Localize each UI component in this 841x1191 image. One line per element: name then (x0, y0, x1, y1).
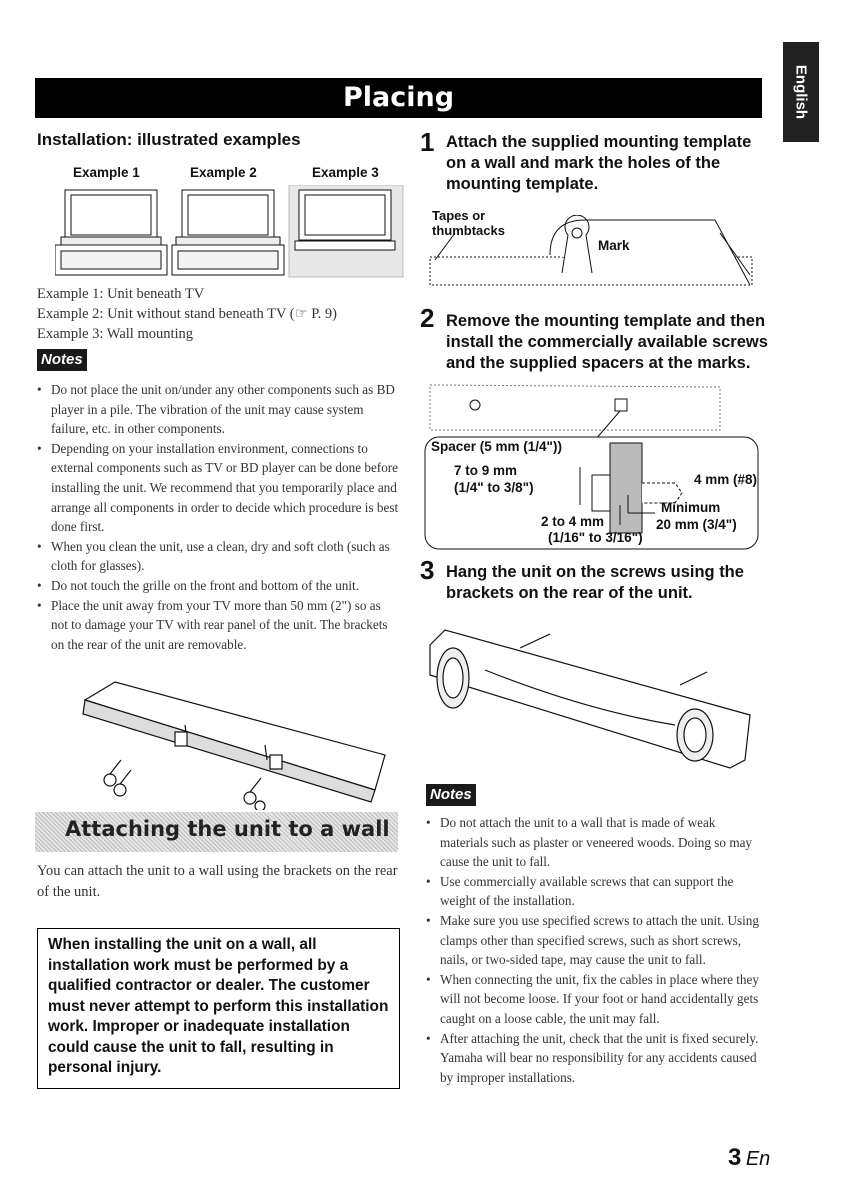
language-tab (783, 42, 819, 142)
installation-heading: Installation: illustrated examples (37, 130, 301, 149)
example-3-figure (289, 185, 403, 277)
example-1-figure (55, 190, 167, 275)
fig2-range2b: (1/16" to 3/16") (548, 530, 643, 545)
step-1-number: 1 (420, 127, 435, 157)
section-heading: Attaching the unit to a wall (65, 817, 390, 841)
notes-list-right (426, 813, 766, 1087)
fig2-range1a: 7 to 9 mm (454, 463, 518, 478)
warning-box: When installing the unit on a wall, all installation work must be performed by a qualified contractor or dealer. The customer must never attempt to perform this installation work. Improper or inadequate installation could cause the unit to fall, resulting in personal injury. (37, 928, 400, 1089)
note-item: • When you clean the unit, use a clean, dry and soft cloth (such as cloth for glasses). (37, 537, 399, 576)
language-tab-label: English (792, 64, 810, 120)
fig2-screw-size: 4 mm (#8) (694, 472, 758, 487)
note-item: • When connecting the unit, fix the cables in place where they will not become loose. If your foot or hand accidentally gets caught on a loose cable, the unit may fall. (426, 970, 766, 1029)
notes-badge-right: Notes (426, 784, 476, 806)
step-3-text: Hang the unit on the screws using the brackets on the rear of the unit. (446, 563, 744, 602)
fig1-thumbtacks-label: thumbtacks (432, 223, 505, 238)
installation-examples-illustration (55, 185, 405, 280)
soundbar-hanging-illustration (425, 620, 760, 770)
page-title: Placing (35, 78, 762, 118)
attaching-intro: You can attach the unit to a wall using the brackets on the rear of the unit. (37, 863, 398, 900)
notes-list-left (37, 380, 399, 654)
example-caption-3: Example 3: Wall mounting (37, 326, 194, 342)
note-item: • After attaching the unit, check that the unit is fixed securely. Yamaha will bear no responsibility for any accidents caused by improper installations. (426, 1029, 766, 1088)
step-3-number: 3 (420, 555, 435, 585)
note-item: • Do not attach the unit to a wall that is made of weak materials such as plaster or veneered woods. Doing so may cause the unit to fall. (426, 813, 766, 872)
example-caption-1: Example 1: Unit beneath TV (37, 286, 205, 302)
note-item: • Do not place the unit on/under any other components such as BD player in a pile. The vibration of the unit may cause system failure, etc. in other components. (37, 380, 399, 439)
notes-badge-left: Notes (37, 349, 87, 371)
step-2-number: 2 (420, 303, 435, 333)
note-item: • Do not touch the grille on the front and bottom of the unit. (37, 576, 399, 596)
example-2-figure (172, 190, 284, 275)
example-3-label: Example 3 (312, 165, 379, 180)
step-1-text: Attach the supplied mounting template on a wall and mark the holes of the mounting template. (446, 133, 752, 193)
fig1-tapes-label: Tapes or (432, 208, 486, 223)
fig1-mark-label: Mark (598, 238, 630, 253)
page-num: 3 (728, 1144, 742, 1171)
section-heading-bar (35, 812, 398, 852)
step-2-text: Remove the mounting template and then install the commercially available screws and the supplied spacers at the marks. (446, 312, 768, 372)
note-item: • Use commercially available screws that can support the weight of the installation. (426, 872, 766, 911)
fig2-min-a: Minimum (661, 500, 721, 515)
page-lang: En (745, 1148, 771, 1170)
fig2-min-b: 20 mm (3/4") (656, 517, 737, 532)
mounting-template-illustration (420, 215, 765, 295)
fig2-range1b: (1/4" to 3/8") (454, 480, 534, 495)
page-number (728, 1144, 770, 1172)
fig2-range2a: 2 to 4 mm (541, 514, 605, 529)
note-item: • Depending on your installation environment, connections to external components such as TV or BD player can be done before installing the unit. We recommend that you temporarily place and arrange all components in order to decide which procedure is best done first. (37, 439, 399, 537)
example-caption-2: Example 2: Unit without stand beneath TV (☞ P. 9) (37, 306, 338, 322)
fig2-spacer-label: Spacer (5 mm (1/4")) (431, 439, 562, 454)
note-item: • Make sure you use specified screws to attach the unit. Using clamps other than specified screws, such as short screws, nails, or two-sided tape, may cause the unit to fall. (426, 911, 766, 970)
note-item: • Place the unit away from your TV more than 50 mm (2") so as not to damage your TV with rear panel of the unit. The brackets on the rear of the unit are removable. (37, 596, 399, 655)
example-1-label: Example 1 (73, 165, 140, 180)
example-2-label: Example 2 (190, 165, 257, 180)
soundbar-rear-illustration (75, 670, 395, 810)
